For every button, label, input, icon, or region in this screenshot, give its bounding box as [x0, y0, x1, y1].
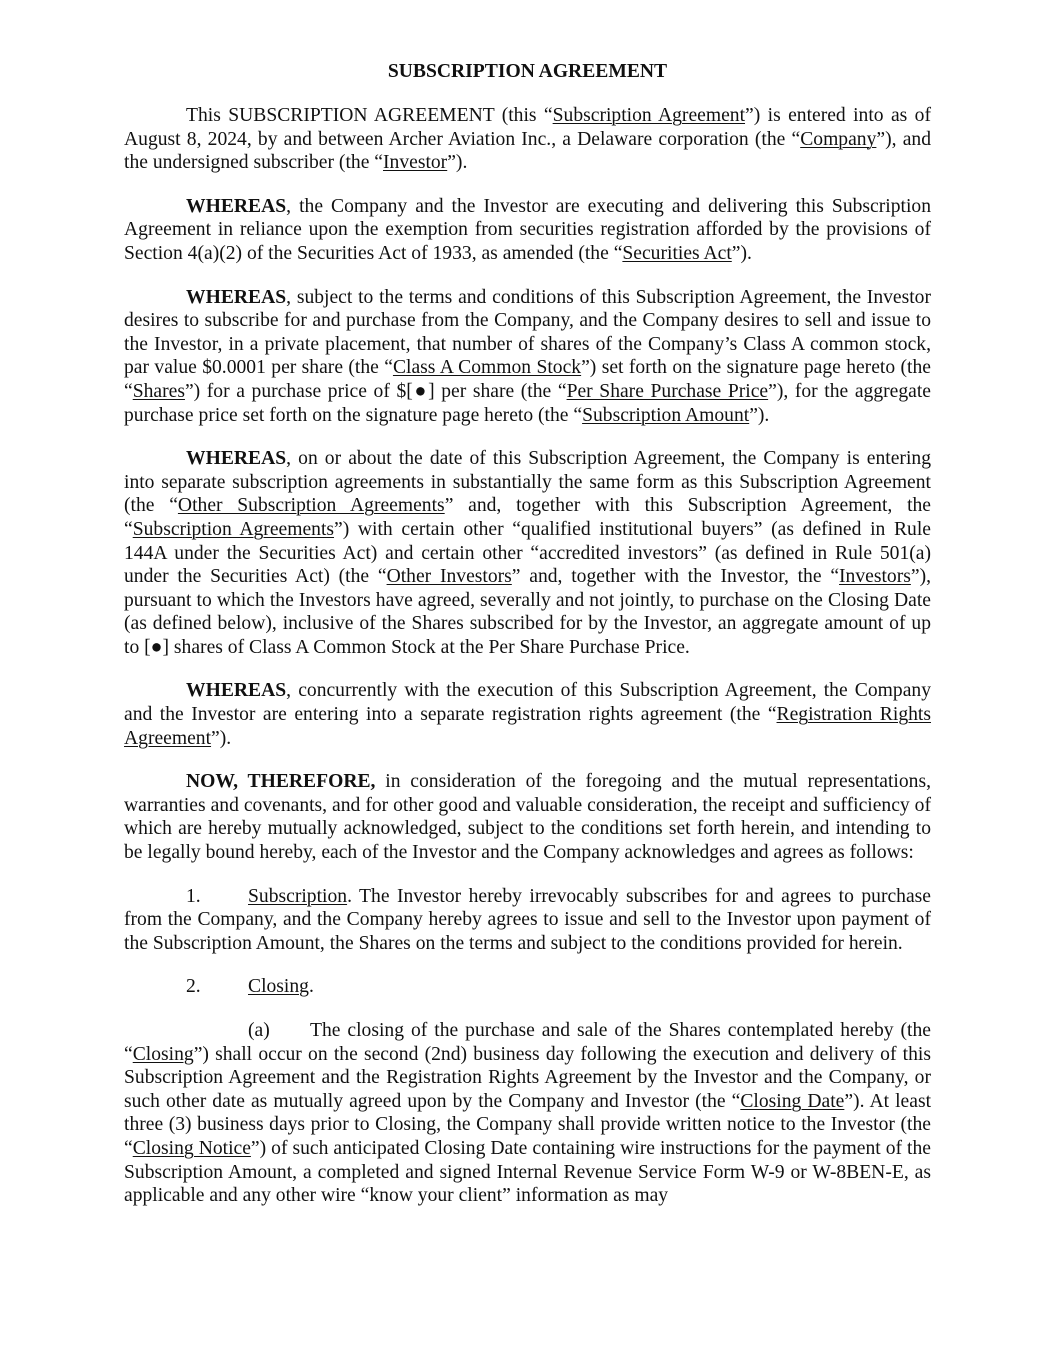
whereas-paragraph-4: [124, 679, 931, 750]
whereas3-text-3: ”) with certain other “qualified institutional buyers” (as defined in Rule 144A under the Securities Act) and certain other “accredited investors” (as defined in Rule 501(a) under the Securities Act) (the “: [124, 518, 931, 588]
whereas-paragraph-1: [124, 195, 931, 266]
now-therefore-paragraph: [124, 770, 931, 864]
defined-term-class-a-common-stock: Class A Common Stock: [392, 357, 582, 379]
now-therefore-text: in consideration of the foregoing and the mutual representations, warranties and covenants, and for other good and valuable consideration, the receipt and sufficiency of which are hereby mutually acknowledged, subject to the conditions set forth herein, and intending to be legally bound hereby, each of the Investor and the Company acknowledges and agrees as follows:: [124, 771, 931, 864]
defined-term-investor: Investor: [383, 152, 448, 174]
whereas-label: WHEREAS: [186, 286, 287, 308]
section-1: [124, 885, 931, 956]
intro-paragraph: [124, 104, 931, 175]
section-number: 1.: [186, 885, 201, 907]
defined-term-subscription-agreement: Subscription Agreement: [552, 105, 746, 126]
section-2a: [124, 1019, 931, 1208]
section-2a-text-1: The closing of the purchase and sale of the Shares contemplated hereby (the “: [124, 1020, 931, 1065]
defined-term-closing-notice: Closing Notice: [132, 1137, 251, 1159]
whereas4-text-2: ”).: [211, 727, 232, 749]
section-2a-text-2: ”) shall occur on the second (2nd) business day following the execution and delivery of this Subscription Agreement and the Registration Rights Agreement by the Investor and the Company, or such other date as mutually agreed upon by the Company and Investor (the “: [124, 1043, 931, 1112]
whereas1-text-1: , the Company and the Investor are executing and delivering this Subscription Agreement in reliance upon the exemption from securities registration afforded by the provisions of Section 4(a)(2) of the Securities Act of 1933, as amended (the “: [124, 195, 931, 264]
section-2a-text-4: ”) of such anticipated Closing Date containing wire instructions for the payment of the Subscription Amount, a completed and signed Internal Revenue Service Form W-9 or W-8BEN-E, as applicable and any other wire “know your client” information as may: [124, 1137, 931, 1207]
whereas2-text-3: ”) for a purchase price of $[●] per share (the “: [184, 380, 567, 402]
whereas3-text-5: ”), pursuant to which the Investors have agreed, severally and not jointly, to purchase on the Closing Date (as defined below), inclusive of the Shares subscribed for by the Investor, an aggregate amount of up to [●] shares of Class A Common Stock at the Per Share Purchase Price.: [124, 566, 931, 658]
defined-term-subscription-amount: Subscription Amount: [582, 404, 750, 426]
whereas3-text-1: , on or about the date of this Subscription Agreement, the Company is entering into separate subscription agreements in substantially the same form as this Subscription Agreement (the “: [124, 448, 931, 517]
defined-term-closing-date: Closing Date: [740, 1090, 845, 1112]
whereas3-text-2: ” and, together with this Subscription Agreement, the “: [124, 495, 932, 540]
defined-term-registration-rights-agreement: Registration Rights Agreement: [124, 704, 931, 749]
whereas-label: WHEREAS: [186, 448, 287, 470]
intro-text-1: This SUBSCRIPTION AGREEMENT (this “: [186, 105, 553, 126]
defined-term-other-investors: Other Investors: [386, 566, 512, 588]
section-heading: Subscription: [248, 885, 348, 907]
defined-term-securities-act: Securities Act: [622, 242, 732, 264]
defined-term-per-share-purchase-price: Per Share Purchase Price: [566, 380, 769, 402]
now-therefore-label: NOW, THEREFORE,: [186, 771, 376, 793]
intro-text-3: ”), and the undersigned subscriber (the “: [124, 128, 931, 174]
defined-term-shares: Shares: [132, 380, 185, 402]
section-2: [124, 975, 931, 999]
whereas2-text-2: ”) set forth on the signature page hereto (the “: [124, 357, 931, 402]
whereas-paragraph-3: [124, 447, 931, 659]
whereas1-text-2: ”).: [731, 242, 752, 264]
defined-term-closing: Closing: [132, 1043, 194, 1065]
defined-term-subscription-agreements: Subscription Agreements: [132, 518, 335, 540]
section-1-text: . The Investor hereby irrevocably subscribes for and agrees to purchase from the Company, and the Company hereby agrees to issue and sell to the Investor upon payment of the Subscription Amount, the Shares on the terms and subject to the conditions provided for herein.: [124, 885, 931, 954]
whereas2-text-1: , subject to the terms and conditions of this Subscription Agreement, the Investor desires to subscribe for and purchase from the Company, and the Company desires to sell and issue to the Investor, in a private placement, that number of shares of the Company’s Class A common stock, par value $0.0001 per share (the “: [124, 286, 931, 379]
defined-term-other-subscription-agreements: Other Subscription Agreements: [177, 495, 445, 517]
whereas-label: WHEREAS: [186, 195, 287, 217]
whereas4-text-1: , concurrently with the execution of this Subscription Agreement, the Company and the Investor are entering into a separate registration rights agreement (the “: [124, 680, 931, 726]
section-2-text: .: [308, 976, 314, 998]
section-heading: Closing: [248, 976, 309, 998]
whereas-label: WHEREAS: [186, 680, 287, 702]
whereas2-text-4: ”), for the aggregate purchase price set forth on the signature page hereto (the “: [124, 380, 932, 426]
intro-text-4: ”).: [447, 152, 468, 174]
defined-term-investors: Investors: [839, 566, 911, 588]
whereas2-text-5: ”).: [749, 404, 770, 426]
subsection-number: (a): [248, 1020, 270, 1041]
intro-text-2: ”) is entered into as of August 8, 2024, by and between Archer Aviation Inc., a Delaware corporation (the “: [124, 105, 931, 150]
whereas-paragraph-2: [124, 286, 931, 428]
section-2a-text-3: ”). At least three (3) business days prior to Closing, the Company shall provide written notice to the Investor (the “: [124, 1090, 932, 1159]
document-title: SUBSCRIPTION AGREEMENT: [387, 61, 668, 82]
whereas3-text-4: ” and, together with the Investor, the “: [511, 566, 840, 588]
section-number: 2.: [186, 976, 201, 998]
defined-term-company: Company: [800, 128, 877, 150]
